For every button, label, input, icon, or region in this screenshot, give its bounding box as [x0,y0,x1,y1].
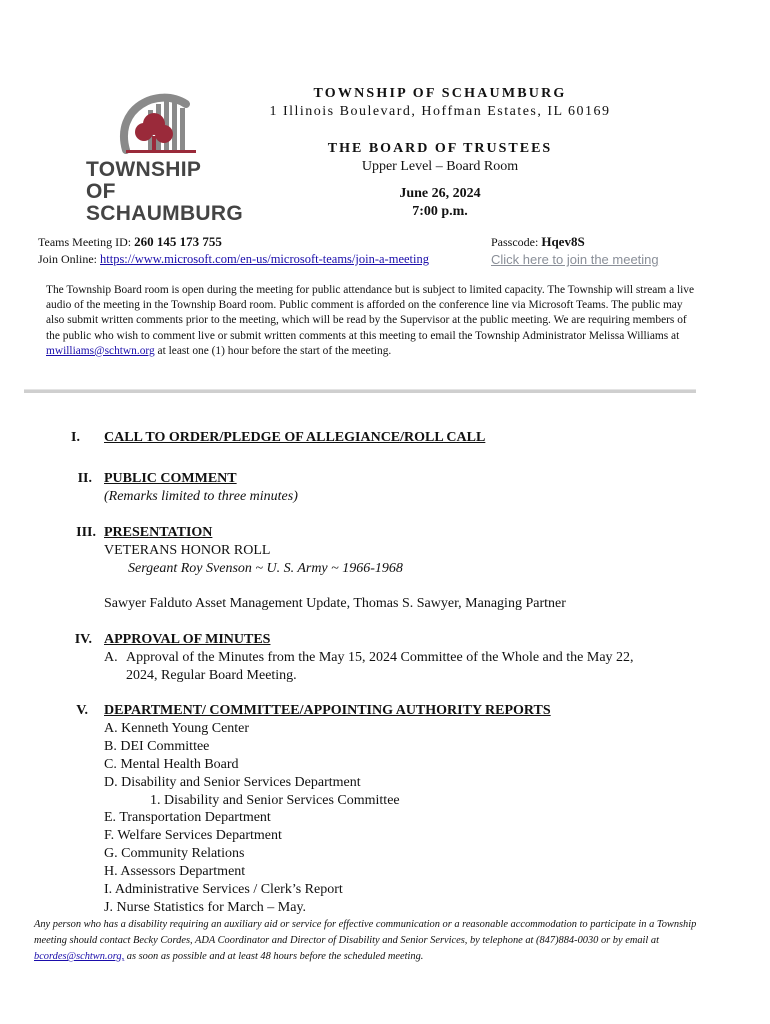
section-4-item-line1: Approval of the Minutes from the May 15, 2024 Committee of the Whole and the May 22, [126,650,634,665]
section-3-line3: Sawyer Falduto Asset Management Update, Thomas S. Sawyer, Managing Partner [104,596,566,611]
meeting-room: Upper Level – Board Room [361,159,519,174]
section-4-item-line2: 2024, Regular Board Meeting. [126,668,297,683]
item-text: Disability and Senior Services Committee [164,793,400,808]
logo-emblem-icon [86,88,236,154]
section-5-title: DEPARTMENT/ COMMITTEE/APPOINTING AUTHORITY REPORTS [104,703,551,718]
item-letter: C. [104,757,117,772]
join-online-label: Join Online: [38,252,97,266]
item-text: Administrative Services / Clerk’s Report [114,882,343,897]
section-4-item-letter: A. [104,650,118,665]
item-letter: F. [104,828,115,843]
section-1-title: CALL TO ORDER/PLEDGE OF ALLEGIANCE/ROLL CALL [104,430,486,445]
org-address: 1 Illinois Boulevard, Hoffman Estates, IL 60169 [269,104,611,119]
ada-email-link[interactable]: bcordes@schtwn.org, [34,951,125,962]
administrator-email-link[interactable]: mwilliams@schtwn.org [46,344,155,357]
meeting-id-value: 260 145 173 755 [134,234,222,249]
divider [24,389,696,393]
footer-text-end: as soon as possible and at least 48 hours before the scheduled meeting. [124,951,424,962]
item-text: DEI Committee [120,739,210,754]
list-item [104,739,209,755]
township-logo [86,88,243,225]
item-text: Welfare Services Department [117,828,282,843]
section-3-number: III. [76,525,96,540]
list-item [104,810,271,826]
list-item [104,900,306,916]
passcode-label: Passcode: [491,235,539,249]
passcode-value: Hqev8S [541,234,585,249]
section-4-title: APPROVAL OF MINUTES [104,632,271,647]
section-2-title: PUBLIC COMMENT [104,471,237,486]
meeting-id-label: Teams Meeting ID: [38,235,132,249]
logo-text-line2: SCHAUMBURG [86,202,243,225]
item-text: Mental Health Board [120,757,239,772]
item-text: Transportation Department [119,810,271,825]
section-3-line2: Sergeant Roy Svenson ~ U. S. Army ~ 1966-1968 [128,561,403,576]
meeting-date: June 26, 2024 [399,186,481,201]
board-title: THE BOARD OF TRUSTEES [327,141,553,156]
notice-text-end: at least one (1) hour before the start of the meeting. [154,344,392,357]
join-meeting-button[interactable] [491,251,659,269]
item-letter: B. [104,739,117,754]
public-notice [46,283,696,359]
section-5-number: V. [76,703,88,718]
item-text: Disability and Senior Services Department [121,775,361,790]
ada-footer [34,917,724,965]
item-letter: I. [104,882,113,897]
footer-text: Any person who has a disability requiring an auxiliary aid or service for effective communication or a reasonable accommodation to participate in a Township meeting should contact Becky Cordes, ADA Coordinator and Director of Disability and Senior Services, by telephone at (847)884-0030 or by email at [34,919,697,946]
list-item [104,882,343,898]
item-letter: D. [104,775,118,790]
list-item [104,721,249,737]
section-1-number: I. [71,430,80,445]
item-text: Community Relations [121,846,245,861]
section-3-title: PRESENTATION [104,525,213,540]
section-2-number: II. [77,471,92,486]
section-4-number: IV. [74,632,92,647]
notice-text: The Township Board room is open during the meeting for public attendance but is subject to limited capacity. The Township will stream a live audio of the meeting in the Township Board room. Public comment is afforded on the conference line via Microsoft Teams. The public may also submit written comments prior to the meeting, which will be read by the Supervisor at the public meeting. We are requiring members of the public who wish to comment live or submit written comments at this meeting to email the Township Administrator Melissa Williams at [46,284,695,342]
meeting-time: 7:00 p.m. [412,204,468,219]
item-letter: A. [104,721,118,736]
list-item [104,828,282,844]
item-letter: G. [104,846,118,861]
join-meeting-button-label[interactable]: Click here to join the meeting [491,252,659,267]
join-online [38,252,429,267]
item-letter: E. [104,810,117,825]
section-2-note: (Remarks limited to three minutes) [104,489,298,504]
item-letter: H. [104,864,118,879]
passcode [491,234,585,250]
list-item [104,757,239,773]
join-url-link[interactable]: https://www.microsoft.com/en-us/microsoft-teams/join-a-meeting [100,252,429,266]
item-text: Kenneth Young Center [121,721,250,736]
logo-text-line1: TOWNSHIP OF [86,158,201,203]
org-name: TOWNSHIP OF SCHAUMBURG [313,86,567,101]
item-text: Nurse Statistics for March – May. [116,900,307,915]
teams-meeting-id [38,234,222,250]
list-item [104,775,361,791]
list-subitem [150,793,400,809]
item-letter: J. [104,900,113,915]
list-item [104,864,245,880]
item-text: Assessors Department [120,864,246,879]
section-3-line1: VETERANS HONOR ROLL [104,543,271,558]
list-item [104,846,244,862]
item-number: 1. [150,793,161,808]
